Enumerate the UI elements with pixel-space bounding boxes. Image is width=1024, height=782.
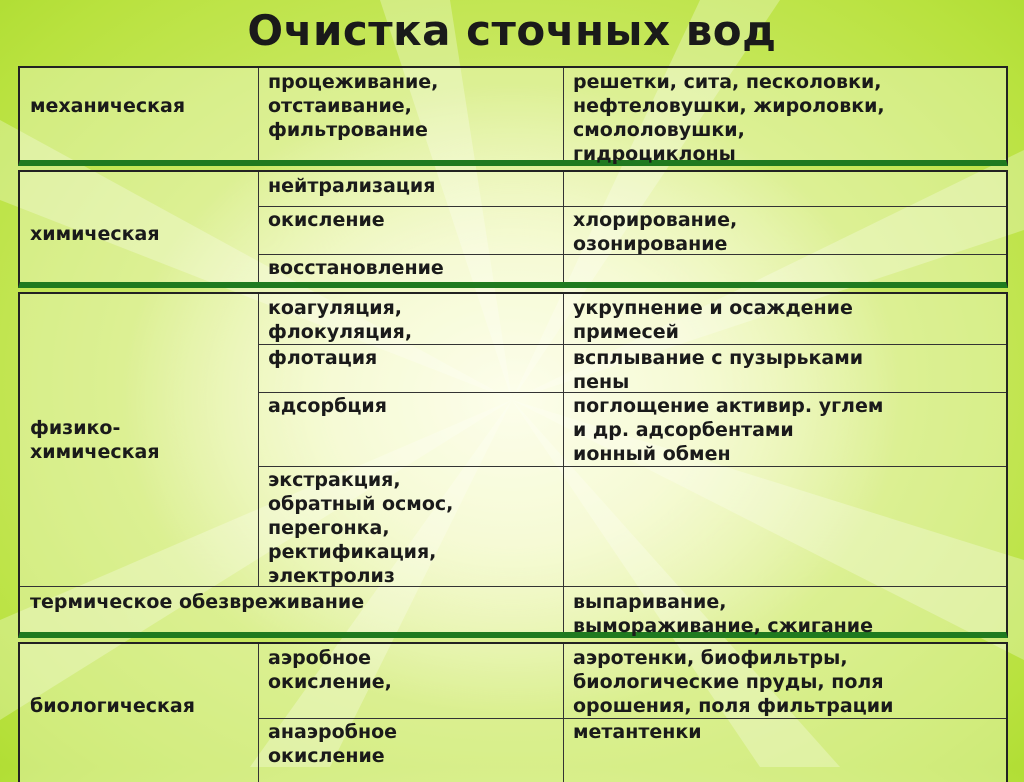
means-physchem-4	[563, 466, 1008, 468]
method-physchem-3: адсорбция	[268, 395, 387, 417]
row-biological	[18, 642, 1008, 782]
means-physchem-3: поглощение активир. углем и др. адсорбентами ионный обмен	[573, 395, 884, 465]
method-physchem-2: флотация	[268, 347, 378, 369]
means-physchem-1: укрупнение и осаждение примесей	[573, 297, 853, 343]
means-thermal: выпаривание, вымораживание, сжигание	[573, 591, 873, 637]
category-physchem: физико- химическая	[30, 417, 160, 463]
category-mechanical: механическая	[30, 95, 186, 117]
method-chemical-3: восстановление	[268, 257, 444, 279]
methods-mechanical: процеживание, отстаивание, фильтрование	[268, 71, 439, 141]
category-biological: биологическая	[30, 695, 195, 717]
row-mechanical	[18, 66, 1008, 166]
means-physchem-2: всплывание с пузырьками пены	[573, 347, 864, 393]
method-chemical-1: нейтрализация	[268, 175, 436, 197]
category-thermal: термическое обезвреживание	[30, 591, 365, 613]
means-chemical-2: хлорирование, озонирование	[573, 209, 738, 255]
method-biological-1: аэробное окисление,	[268, 647, 392, 693]
method-biological-2: анаэробное окисление	[268, 721, 398, 767]
equipment-mechanical: решетки, сита, песколовки, нефтеловушки, жироловки, смололовушки, гидроциклоны	[573, 71, 885, 165]
method-physchem-1: коагуляция, флокуляция,	[268, 297, 413, 343]
method-physchem-4: экстракция, обратный осмос, перегонка, ректификация, электролиз	[268, 469, 454, 587]
category-chemical: химическая	[30, 223, 160, 245]
means-biological-1: аэротенки, биофильтры, биологические пруды, поля орошения, поля фильтрации	[573, 647, 894, 717]
row-chemical	[18, 170, 1008, 288]
method-chemical-2: окисление	[268, 209, 385, 231]
slide-title: Очистка сточных вод	[247, 6, 777, 55]
means-chemical-3	[563, 254, 1008, 256]
means-biological-2: метантенки	[573, 721, 702, 743]
row-physchem	[18, 292, 1008, 638]
means-chemical-1	[563, 172, 1008, 174]
